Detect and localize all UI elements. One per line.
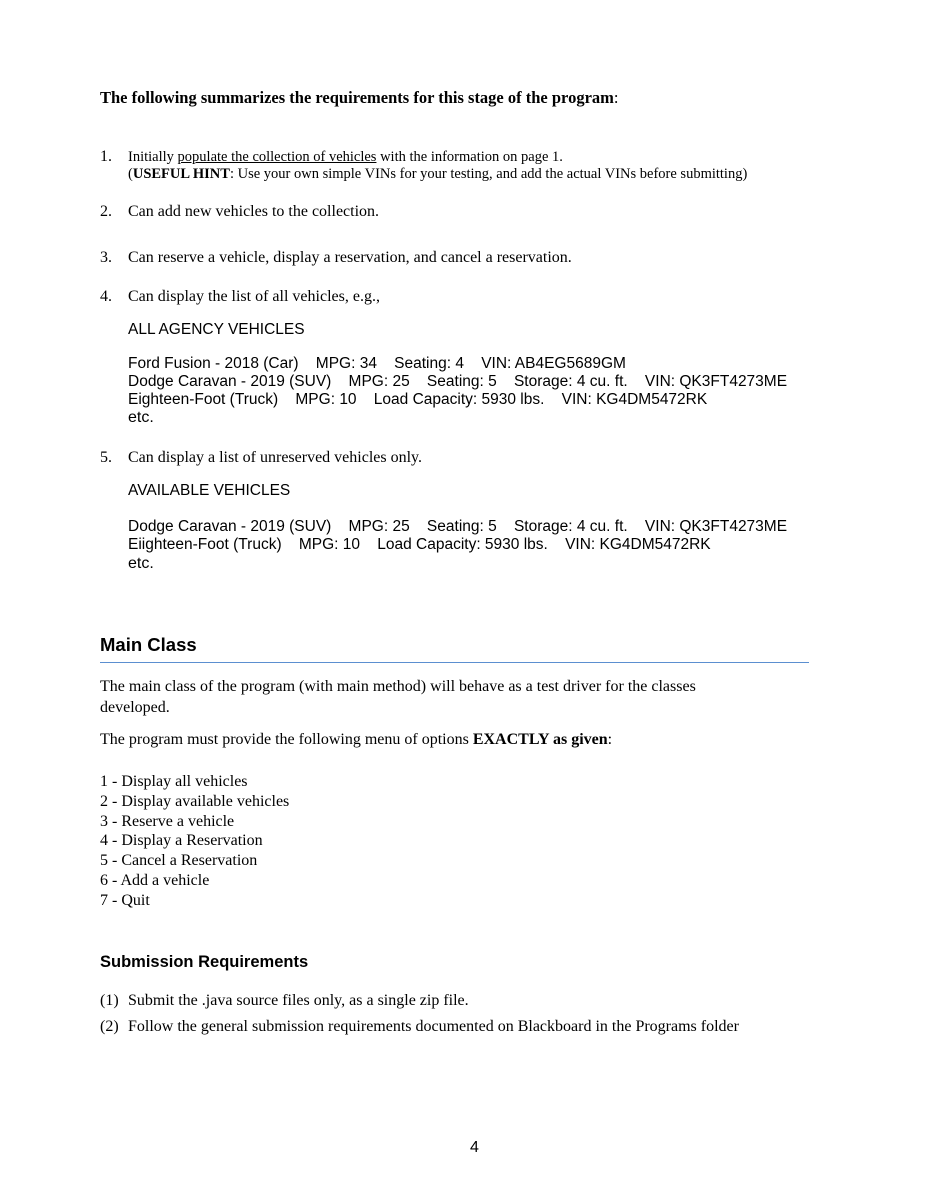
- available-vehicles-title: AVAILABLE VEHICLES: [128, 482, 291, 499]
- section-heading-text: The following summarizes the requirements for this stage of the program: [100, 88, 614, 107]
- etc-text: etc.: [128, 409, 154, 426]
- main-class-heading: Main Class: [100, 634, 197, 655]
- menu-option: 3 - Reserve a vehicle: [100, 812, 235, 830]
- submission-heading: Submission Requirements: [100, 953, 309, 971]
- requirement-text: Initially: [128, 149, 178, 165]
- requirement-item-2: [100, 203, 379, 221]
- list-number: 2.: [100, 203, 112, 220]
- submission-item-2: (2) Follow the general submission requirements documented on Blackboard in the Programs folder: [100, 1018, 739, 1035]
- main-class-paragraph-line-1: The main class of the program (with main method) will behave as a test driver for the classes: [100, 678, 696, 695]
- list-number: (1): [100, 992, 119, 1009]
- vehicle-line: Dodge Caravan - 2019 (SUV) MPG: 25 Seating: 5 Storage: 4 cu. ft. VIN: QK3FT4273ME: [128, 373, 788, 390]
- heading-underline: [100, 662, 809, 663]
- menu-intro: The program must provide the following menu of options EXACTLY as given:: [100, 731, 613, 748]
- all-vehicles-title: ALL AGENCY VEHICLES: [128, 321, 305, 338]
- page-number: 4: [470, 1139, 479, 1156]
- requirement-item-4: [100, 288, 380, 306]
- list-number: 1.: [100, 148, 112, 165]
- requirement-text-tail: with the information on page 1.: [376, 149, 563, 165]
- requirement-item-3: [100, 249, 572, 267]
- list-number: (2): [100, 1018, 119, 1035]
- vehicle-line: Dodge Caravan - 2019 (SUV) MPG: 25 Seating: 5 Storage: 4 cu. ft. VIN: QK3FT4273ME: [128, 518, 788, 535]
- requirement-item-5: [100, 449, 422, 467]
- requirement-item-1: [100, 148, 563, 166]
- requirement-text: Can display the list of all vehicles, e.g.,: [128, 288, 380, 305]
- requirement-text: Can add new vehicles to the collection.: [128, 203, 380, 220]
- vehicle-line: Ford Fusion - 2018 (Car) MPG: 34 Seating: 4 VIN: AB4EG5689GM: [128, 355, 626, 372]
- section-heading-colon: :: [613, 88, 619, 107]
- requirement-text: Can reserve a vehicle, display a reservation, and cancel a reservation.: [128, 249, 572, 266]
- menu-option: 6 - Add a vehicle: [100, 871, 210, 889]
- menu-option: 7 - Quit: [100, 891, 150, 909]
- underlined-phrase: populate the collection of vehicles: [177, 149, 377, 165]
- list-number: 5.: [100, 449, 112, 466]
- section-heading: [100, 88, 619, 108]
- menu-option: 1 - Display all vehicles: [100, 773, 248, 790]
- main-class-paragraph-line-2: developed.: [100, 699, 170, 716]
- menu-option: 5 - Cancel a Reservation: [100, 852, 258, 870]
- list-number: 3.: [100, 249, 112, 266]
- menu-option: 2 - Display available vehicles: [100, 792, 290, 810]
- vehicle-line: Eighteen-Foot (Truck) MPG: 10 Load Capacity: 5930 lbs. VIN: KG4DM5472RK: [128, 391, 708, 408]
- menu-options: [100, 772, 289, 911]
- menu-option: 4 - Display a Reservation: [100, 832, 263, 850]
- vehicle-line: Eiighteen-Foot (Truck) MPG: 10 Load Capacity: 5930 lbs. VIN: KG4DM5472RK: [128, 536, 711, 553]
- exactly-emphasis: EXACTLY as given: [472, 731, 608, 748]
- list-number: 4.: [100, 288, 112, 305]
- hint-text: : Use your own simple VINs for your testing, and add the actual VINs before submitting): [229, 166, 748, 182]
- hint-label: USEFUL HINT: [132, 166, 230, 182]
- requirement-text: Can display a list of unreserved vehicles only.: [128, 449, 422, 466]
- submission-item-1: (1) Submit the .java source files only, as a single zip file.: [100, 992, 469, 1009]
- useful-hint: (USEFUL HINT: Use your own simple VINs for your testing, and add the actual VINs before submitting): [128, 166, 748, 182]
- etc-text: etc.: [128, 555, 154, 572]
